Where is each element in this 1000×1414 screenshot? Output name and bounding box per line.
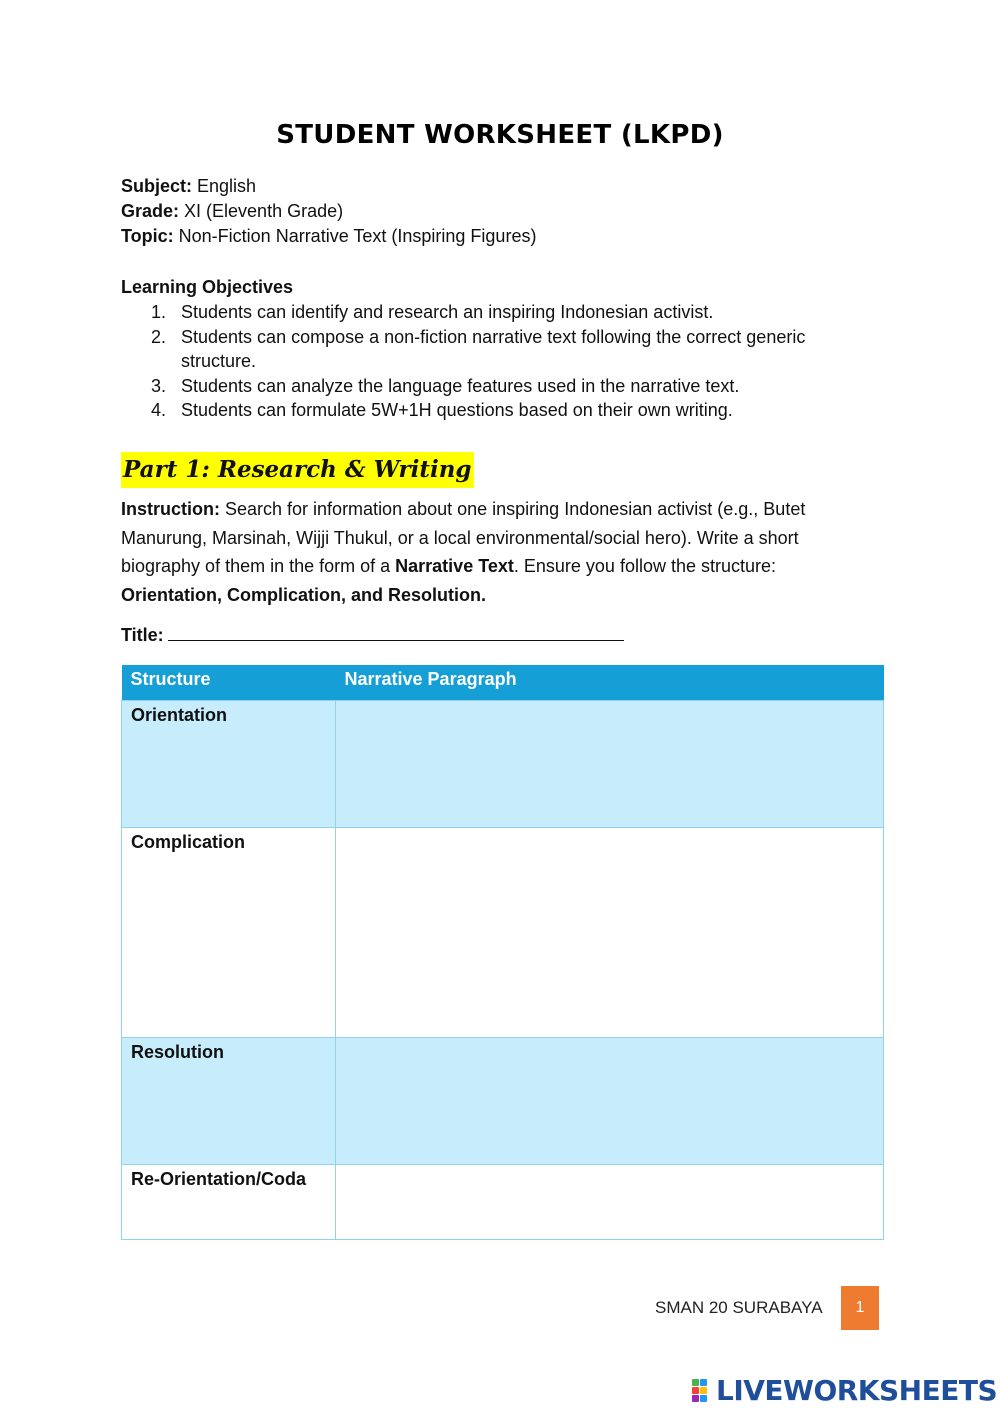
table-row bbox=[122, 1037, 884, 1164]
objectives-list bbox=[151, 300, 881, 423]
answer-cell-orientation[interactable] bbox=[336, 700, 884, 827]
objective-number: 1. bbox=[151, 302, 167, 322]
row-label-orientation: Orientation bbox=[122, 700, 336, 827]
objective-text: Students can analyze the language features used in the narrative text. bbox=[181, 375, 740, 396]
grade-line bbox=[121, 199, 536, 224]
row-label-coda: Re-Orientation/Coda bbox=[122, 1164, 336, 1239]
grade-label: Grade: bbox=[121, 201, 180, 221]
title-field-row bbox=[121, 624, 624, 646]
liveworksheets-wordmark: LIVEWORKSHEETS bbox=[716, 1373, 998, 1407]
topic-line bbox=[121, 224, 536, 249]
worksheet-meta bbox=[121, 174, 536, 249]
table-row bbox=[122, 1164, 884, 1239]
instruction-bold-1: Narrative Text bbox=[395, 556, 514, 577]
objective-number: 4. bbox=[151, 400, 167, 420]
objective-number: 3. bbox=[151, 375, 167, 396]
footer-school-name: SMAN 20 SURABAYA bbox=[655, 1298, 823, 1317]
subject-value: English bbox=[192, 176, 257, 196]
objective-text: Students can formulate 5W+1H questions based on their own writing. bbox=[181, 400, 733, 420]
page-number-badge: 1 bbox=[841, 1286, 879, 1330]
header-narrative-paragraph: Narrative Paragraph bbox=[336, 665, 884, 700]
row-label-resolution: Resolution bbox=[122, 1037, 336, 1164]
subject-line bbox=[121, 174, 536, 199]
objectives-heading: Learning Objectives bbox=[121, 277, 294, 297]
grade-value: XI (Eleventh Grade) bbox=[179, 201, 344, 221]
objective-text: Students can compose a non-fiction narrative text following the correct generic structure. bbox=[181, 326, 806, 371]
subject-label: Subject: bbox=[121, 176, 193, 196]
instruction-paragraph bbox=[121, 495, 881, 609]
objective-item bbox=[151, 300, 881, 325]
title-label: Title: bbox=[121, 625, 164, 645]
liveworksheets-logo-icon bbox=[692, 1378, 714, 1402]
instruction-text-2: . Ensure you follow the structure: bbox=[513, 556, 777, 577]
answer-cell-resolution[interactable] bbox=[336, 1037, 884, 1164]
objective-item bbox=[151, 374, 881, 399]
narrative-structure-table bbox=[121, 665, 884, 1240]
objective-item bbox=[151, 325, 881, 374]
answer-cell-complication[interactable] bbox=[336, 827, 884, 1037]
instruction-bold-2: Orientation, Complication, and Resolution. bbox=[121, 584, 487, 605]
title-blank-line[interactable] bbox=[168, 624, 624, 641]
part1-heading: Part 1: Research & Writing bbox=[121, 452, 474, 488]
topic-label: Topic: bbox=[121, 226, 174, 246]
instruction-label: Instruction: bbox=[121, 499, 220, 519]
liveworksheets-brand[interactable] bbox=[692, 1373, 997, 1407]
table-header-row bbox=[122, 665, 884, 700]
instruction-text-1: Search for information about one inspiring Indonesian activist (e.g., Butet Manurung, Marsinah, Wijji Thukul, or a local environmental/social hero). Write a short biography of them in the form of a bbox=[121, 499, 806, 577]
objective-text: Students can identify and research an inspiring Indonesian activist. bbox=[181, 302, 714, 322]
header-structure: Structure bbox=[122, 665, 336, 700]
topic-value: Non-Fiction Narrative Text (Inspiring Figures) bbox=[173, 226, 537, 246]
answer-cell-coda[interactable] bbox=[336, 1164, 884, 1239]
row-label-complication: Complication bbox=[122, 827, 336, 1037]
table-row bbox=[122, 700, 884, 827]
table-row bbox=[122, 827, 884, 1037]
objective-number: 2. bbox=[151, 326, 167, 347]
page-title: STUDENT WORKSHEET (LKPD) bbox=[276, 120, 724, 150]
objective-item bbox=[151, 398, 881, 423]
